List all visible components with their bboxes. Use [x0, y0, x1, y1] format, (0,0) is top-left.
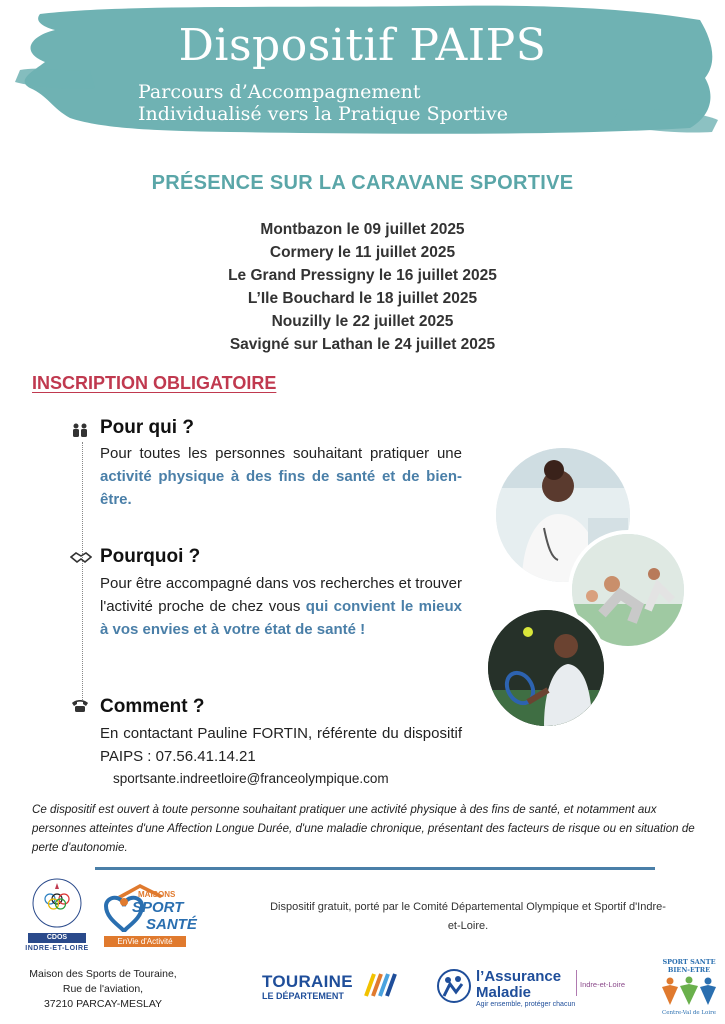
assurance-region: Indre-et-Loire [580, 980, 626, 989]
maisons-tagline: EnVie d'Activité [117, 937, 173, 946]
date-item: Cormery le 11 juillet 2025 [269, 244, 456, 261]
address-line: 37210 PARCAY-MESLAY [43, 998, 163, 1010]
region-label: Centre-Val de Loire [662, 1010, 716, 1016]
tennis-player-photo [484, 606, 608, 730]
date-item: L’Ile Bouchard le 18 juillet 2025 [247, 290, 478, 307]
date-item: Montbazon le 09 juillet 2025 [260, 221, 465, 238]
pourquoi-text [100, 572, 462, 641]
date-item: Nouzilly le 22 juillet 2025 [271, 313, 454, 330]
page-title: Dispositif PAIPS [178, 20, 547, 71]
comment-text: En contactant Pauline FORTIN, référente du dispositif PAIPS : 07.56.41.14.21 [100, 725, 462, 765]
pourquoi-title: Pourquoi ? [100, 546, 201, 567]
cdos-logo [22, 875, 92, 955]
sante-label: SANTÉ [146, 916, 197, 933]
date-item: Savigné sur Lathan le 24 juillet 2025 [229, 336, 496, 353]
assurance-tagline: Agir ensemble, protéger chacun [476, 1001, 576, 1008]
bien-etre-label: BIEN-ETRE [667, 966, 711, 974]
address-line: Maison des Sports de Touraine, [29, 968, 177, 980]
dotted-timeline [82, 442, 83, 700]
handshake-icon [70, 549, 90, 569]
logo-separator [576, 970, 577, 996]
footer-text: Dispositif gratuit, porté par le Comité Départemental Olympique et Sportif d'Indre-et-Loire. [270, 901, 666, 932]
subtitle-line-2: Individualisé vers la Pratique Sportive [138, 103, 508, 125]
people-icon [70, 422, 90, 442]
departement-label: LE DÉPARTEMENT [262, 991, 344, 1001]
sport-sante-label: SPORT SANTE [662, 958, 716, 966]
pour-qui-text [100, 442, 462, 511]
pour-qui-title: Pour qui ? [100, 417, 194, 438]
sport-label: SPORT [132, 899, 184, 916]
date-item: Le Grand Pressigny le 16 juillet 2025 [228, 267, 497, 284]
phone-icon [70, 699, 90, 719]
divider [95, 867, 655, 870]
figures-icon [656, 975, 722, 1009]
contact-email[interactable]: sportsante.indreetloire@franceolympique.com [113, 771, 389, 786]
assurance-maladie-icon [434, 968, 474, 1004]
maisons-label: MAISONS [138, 890, 176, 899]
address-line: Rue de l'aviation, [62, 983, 144, 995]
section-title: PRÉSENCE SUR LA CARAVANE SPORTIVE [151, 172, 574, 194]
assurance-maladie-logo [434, 966, 634, 1012]
pour-qui-body: Pour toutes les personnes souhaitant pratiquer une [100, 445, 462, 462]
sport-sante-bien-etre-logo [656, 958, 722, 1020]
touraine-label: TOURAINE [262, 972, 353, 991]
pour-qui-highlight: activité physique à des fins de santé et de bien-être. [100, 468, 462, 508]
subtitle-line-1: Parcours d’Accompagnement [138, 81, 421, 103]
comment-title: Comment ? [100, 696, 205, 717]
maisons-sport-sante-logo [102, 880, 197, 948]
maladie-label: Maladie [476, 984, 532, 1001]
pourquoi-highlight: qui convient le mieux à vos envies et à votre état de santé ! [100, 598, 462, 638]
inscription-heading: INSCRIPTION OBLIGATOIRE [32, 373, 277, 393]
cdos-label: CDOS [28, 933, 86, 943]
pourquoi-body: Pour être accompagné dans vos recherches et trouver l'activité proche de chez vous [100, 575, 462, 615]
disclaimer-text: Ce dispositif est ouvert à toute personne souhaitant pratiquer une activité physique à des fins de santé, et notamment aux personnes atteintes d'une Affection Longue Durée, d'une maladie chronique, présentant des facteurs de risque ou en situation de perte d'autonomie. [32, 803, 695, 854]
date-list [0, 218, 725, 356]
touraine-stripes-icon [362, 972, 398, 998]
assurance-label: l’Assurance [476, 968, 562, 985]
touraine-logo [262, 972, 402, 1006]
address [18, 967, 188, 1012]
cdos-sub-label: INDRE-ET-LOIRE [25, 945, 89, 952]
header-banner [0, 0, 725, 140]
